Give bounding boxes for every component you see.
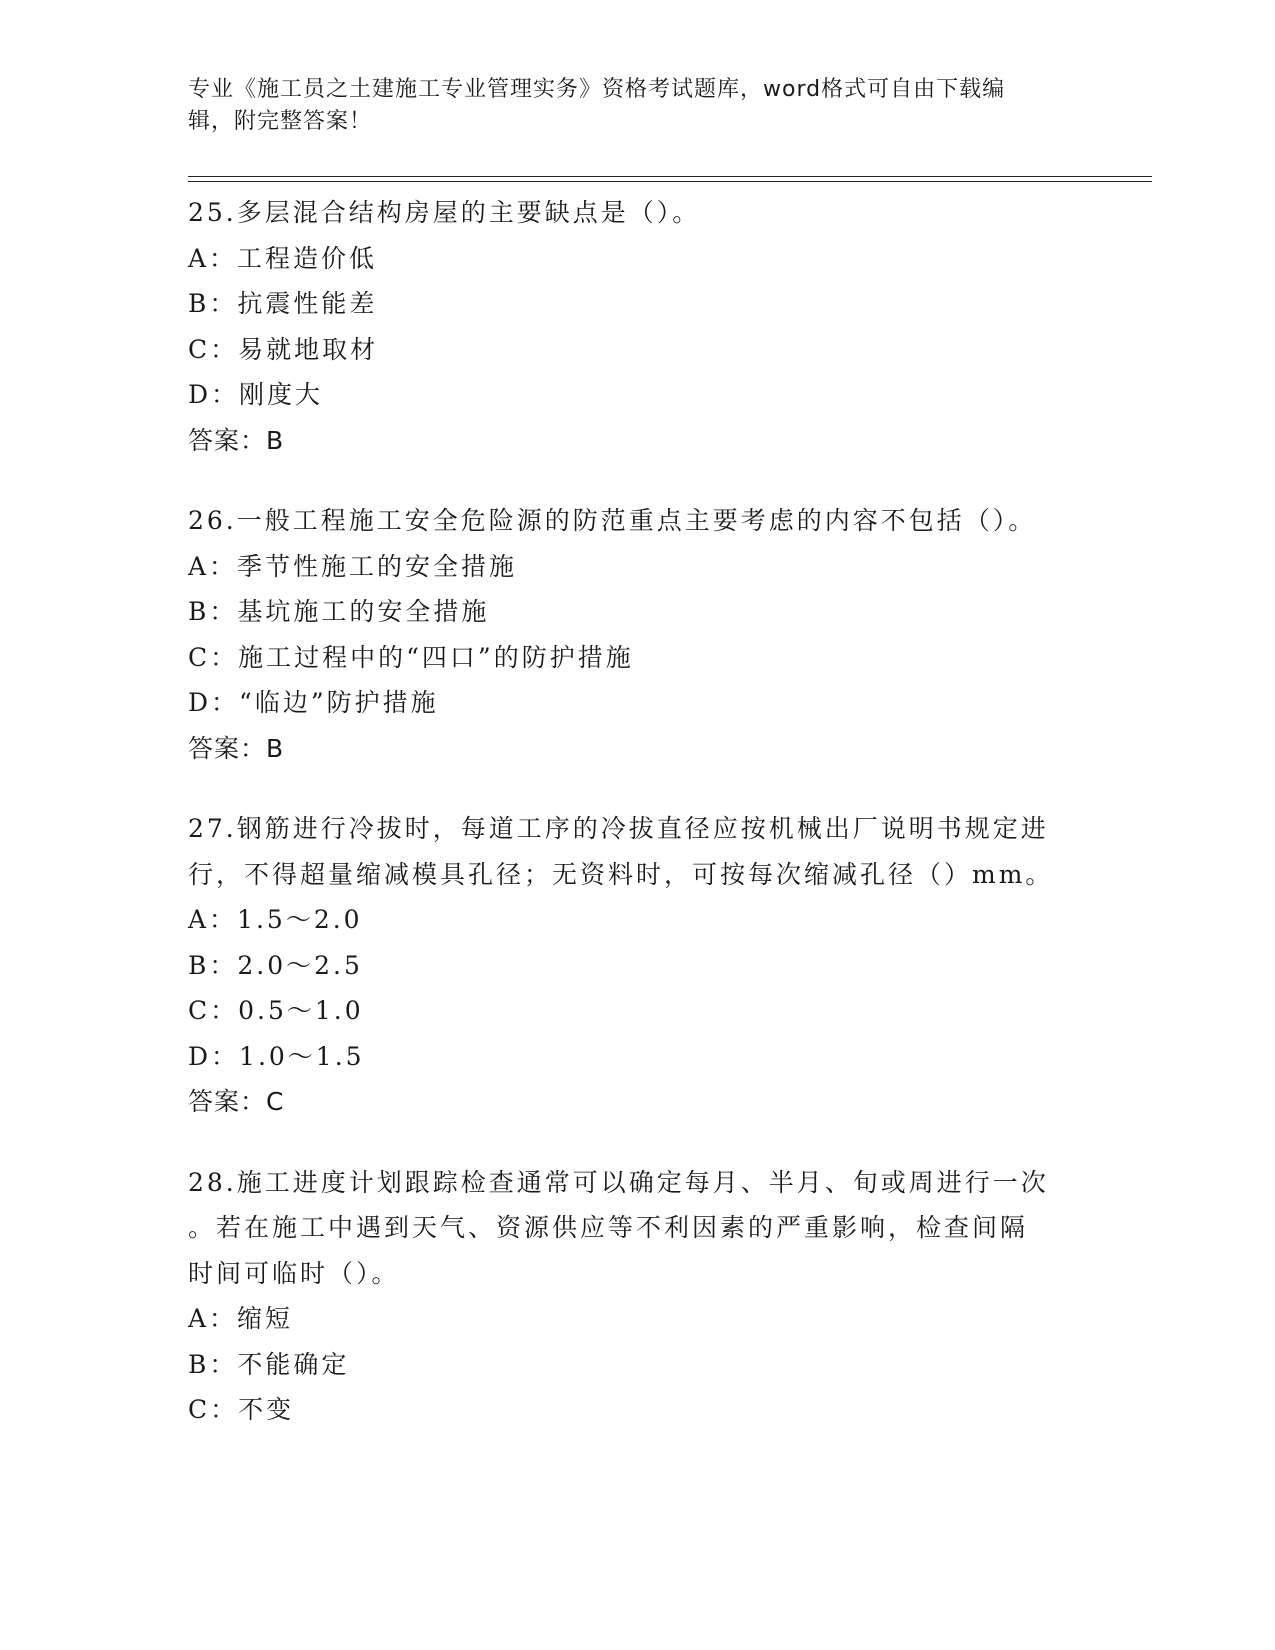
- header-line: 辑，附完整答案！: [188, 109, 373, 134]
- option-b: B：2.0～2.5: [188, 950, 363, 980]
- option-b: B：抗震性能差: [188, 289, 378, 318]
- option-c: C：0.5～1.0: [188, 996, 364, 1025]
- question-26: [188, 498, 1088, 771]
- question-27: [188, 806, 1088, 1125]
- option-c: C：施工过程中的“四口”的防护措施: [188, 642, 634, 672]
- question-stem: 25.多层混合结构房屋的主要缺点是（）。: [188, 198, 701, 227]
- option-a: A：工程造价低: [188, 243, 378, 273]
- answer: 答案：B: [188, 425, 285, 455]
- option-a: A：缩短: [188, 1304, 294, 1333]
- option-a: A：季节性施工的安全措施: [188, 551, 518, 581]
- header-divider: [188, 176, 1152, 177]
- option-b: B：基坑施工的安全措施: [188, 597, 490, 626]
- question-stem: 26.一般工程施工安全危险源的防范重点主要考虑的内容不包括（）。: [188, 506, 1037, 535]
- question-25: [188, 190, 1088, 463]
- answer: 答案：C: [188, 1087, 285, 1116]
- question-stem: 。若在施工中遇到天气、资源供应等不利因素的严重影响，检查间隔: [188, 1213, 1029, 1242]
- option-d: D：刚度大: [188, 380, 324, 409]
- option-d: D：1.0～1.5: [188, 1041, 365, 1071]
- question-list: [188, 190, 1088, 1468]
- question-stem: 时间可临时（）。: [188, 1258, 400, 1288]
- document-header: [188, 74, 1068, 138]
- header-divider: [188, 181, 1152, 182]
- question-28: [188, 1160, 1088, 1433]
- option-b: B：不能确定: [188, 1349, 350, 1379]
- option-c: C：易就地取材: [188, 334, 379, 364]
- option-d: D：“临边”防护措施: [188, 688, 439, 717]
- option-a: A：1.5～2.0: [188, 905, 363, 934]
- question-stem: 27.钢筋进行冷拔时，每道工序的冷拔直径应按机械出厂说明书规定进: [188, 814, 1049, 843]
- header-line: 专业《施工员之土建施工专业管理实务》资格考试题库，word格式可自由下载编: [188, 77, 1006, 102]
- option-c: C：不变: [188, 1395, 295, 1424]
- answer: 答案：B: [188, 733, 285, 763]
- question-stem: 行，不得超量缩减模具孔径；无资料时，可按每次缩减孔径（）mm。: [188, 859, 1054, 889]
- question-stem: 28.施工进度计划跟踪检查通常可以确定每月、半月、旬或周进行一次: [188, 1167, 1049, 1197]
